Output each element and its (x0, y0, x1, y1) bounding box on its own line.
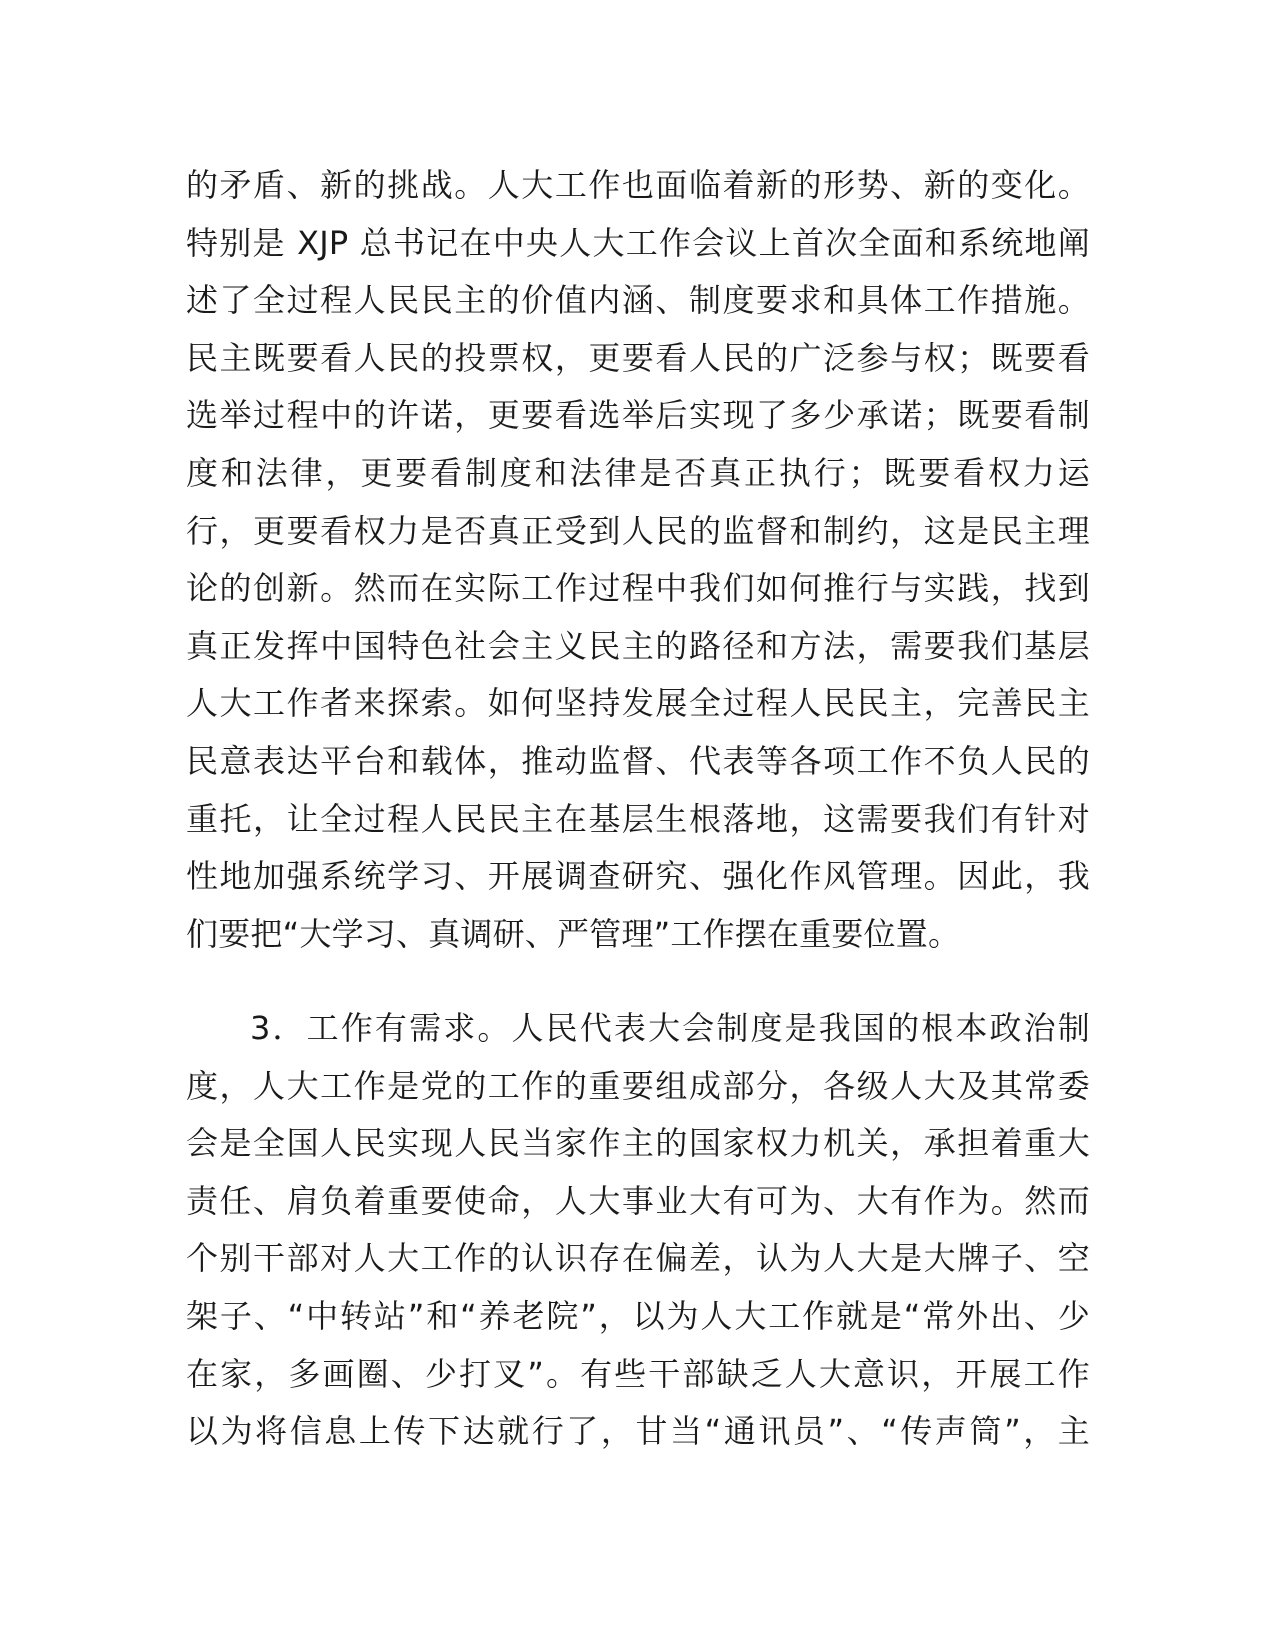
paragraph-1 (186, 157, 1090, 963)
paragraph-line: 在家，多画圈、少打叉”。有些干部缺乏人大意识，开展工作 (186, 1354, 1090, 1393)
paragraph-line: 度，人大工作是党的工作的重要组成部分，各级人大及其常委 (186, 1066, 1090, 1105)
paragraph-line: 选举过程中的许诺，更要看选举后实现了多少承诺；既要看制 (186, 396, 1090, 435)
paragraph-line: 特别是 XJP 总书记在中央人大工作会议上首次全面和系统地阐 (186, 223, 1090, 262)
paragraph-line: 责任、肩负着重要使命，人大事业大有可为、大有作为。然而 (186, 1181, 1090, 1220)
paragraph-line: 重托，让全过程人民民主在基层生根落地，这需要我们有针对 (186, 799, 1090, 838)
paragraph-line: 会是全国人民实现人民当家作主的国家权力机关，承担着重大 (186, 1124, 1090, 1163)
paragraph-line: 个别干部对人大工作的认识存在偏差，认为人大是大牌子、空 (186, 1239, 1090, 1278)
paragraph-line: 以为将信息上传下达就行了，甘当“通讯员”、“传声筒”，主 (186, 1412, 1090, 1451)
paragraph-line: 论的创新。然而在实际工作过程中我们如何推行与实践，找到 (186, 569, 1090, 608)
paragraph-line: 民意表达平台和载体，推动监督、代表等各项工作不负人民的 (186, 741, 1090, 780)
paragraph-line: 述了全过程人民民主的价值内涵、制度要求和具体工作措施。 (186, 281, 1090, 320)
paragraph-line: 真正发挥中国特色社会主义民主的路径和方法，需要我们基层 (186, 626, 1090, 665)
paragraph-line: 度和法律，更要看制度和法律是否真正执行；既要看权力运 (186, 453, 1090, 492)
paragraph-line: 的矛盾、新的挑战。人大工作也面临着新的形势、新的变化。 (186, 166, 1090, 204)
paragraph-line: 架子、“中转站”和“养老院”，以为人大工作就是“常外出、少 (186, 1296, 1090, 1335)
paragraph-line: 行，更要看权力是否真正受到人民的监督和制约，这是民主理 (186, 511, 1090, 550)
paragraph-first-line: 3．工作有需求。人民代表大会制度是我国的根本政治制 (250, 1009, 1090, 1047)
paragraph-line: 性地加强系统学习、开展调查研究、强化作风管理。因此，我 (186, 857, 1090, 896)
paragraph-2 (186, 1000, 1090, 1461)
paragraph-line: 民主既要看人民的投票权，更要看人民的广泛参与权；既要看 (186, 338, 1090, 377)
paragraph-line: 人大工作者来探索。如何坚持发展全过程人民民主，完善民主 (186, 684, 1090, 723)
paragraph-line: 们要把“大学习、真调研、严管理”工作摆在重要位置。 (186, 914, 961, 953)
